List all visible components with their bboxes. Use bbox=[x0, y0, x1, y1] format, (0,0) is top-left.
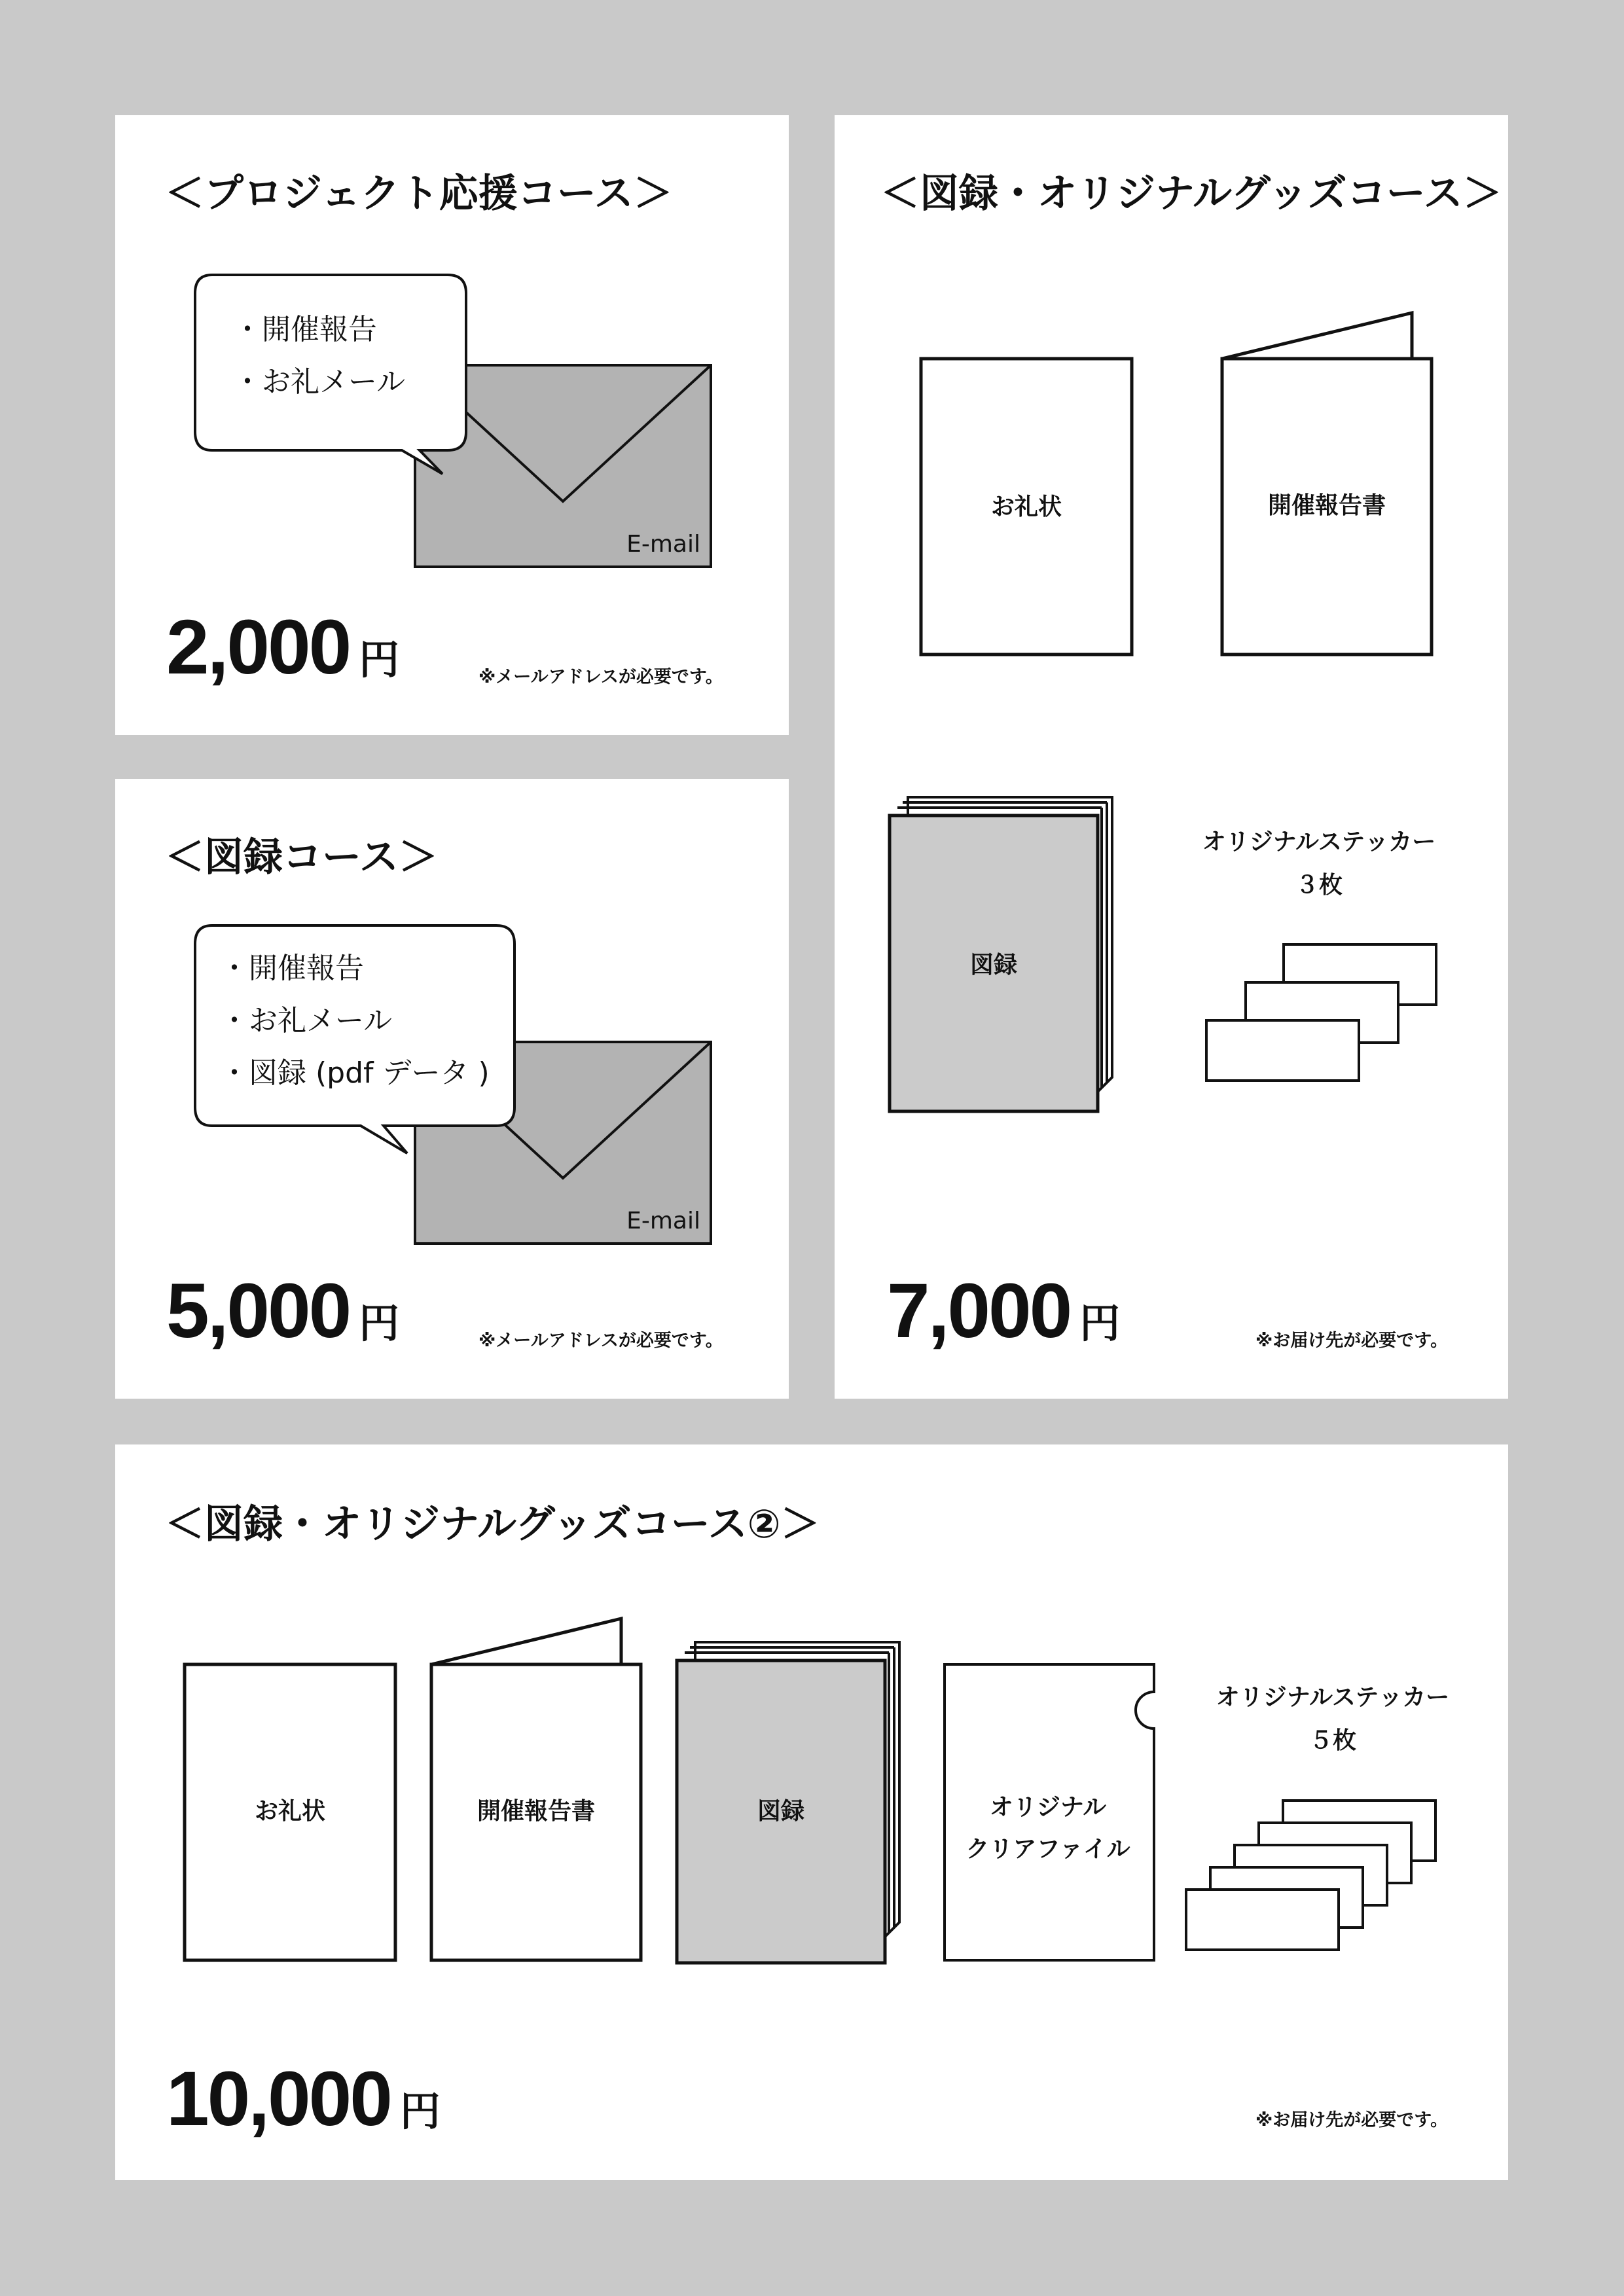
requirement-note: ※メールアドレスが必要です。 bbox=[478, 1331, 723, 1351]
sticker-stack-icon bbox=[1204, 942, 1446, 1089]
course-title: ＜プロジェクト応援コース＞ bbox=[165, 171, 673, 217]
speech-bubble bbox=[194, 274, 469, 476]
sticker-stack-icon bbox=[1186, 1797, 1435, 1980]
price bbox=[166, 1266, 399, 1355]
thank-you-letter-icon bbox=[920, 357, 1136, 658]
course-panel-catalog-goods bbox=[835, 115, 1508, 1399]
bubble-item: ・開催報告 bbox=[233, 313, 377, 346]
course-panel-catalog-goods-2 bbox=[115, 1444, 1508, 2180]
envelope-label: E-mail bbox=[626, 1208, 700, 1234]
price-unit: 円 bbox=[1079, 1299, 1121, 1347]
price-value: 5,000 bbox=[166, 1268, 350, 1354]
requirement-note: ※メールアドレスが必要です。 bbox=[478, 667, 723, 687]
catalog-book-icon bbox=[887, 796, 1123, 1117]
price-unit: 円 bbox=[359, 1299, 400, 1347]
sticker-caption bbox=[1182, 822, 1456, 907]
sticker-count: ３枚 bbox=[1295, 872, 1343, 899]
course-panel-catalog bbox=[115, 779, 789, 1399]
event-report-icon bbox=[1221, 312, 1437, 658]
item-label: オリジナル bbox=[989, 1794, 1107, 1821]
envelope-label: E-mail bbox=[626, 531, 700, 558]
event-report-icon bbox=[430, 1617, 646, 1965]
price bbox=[166, 603, 399, 692]
price bbox=[166, 2054, 441, 2144]
item-label: 開催報告書 bbox=[1267, 492, 1386, 519]
clear-file-icon bbox=[943, 1663, 1179, 1965]
sticker-label: オリジナルステッカー bbox=[1202, 829, 1436, 855]
course-title: ＜図録・オリジナルグッズコース②＞ bbox=[165, 1501, 820, 1547]
requirement-note: ※お届け先が必要です。 bbox=[1255, 1331, 1449, 1351]
price-value: 10,000 bbox=[166, 2056, 391, 2142]
course-title: ＜図録・オリジナルグッズコース＞ bbox=[880, 171, 1502, 217]
price-unit: 円 bbox=[399, 2087, 441, 2135]
requirement-note: ※お届け先が必要です。 bbox=[1255, 2110, 1449, 2130]
speech-bubble bbox=[194, 924, 521, 1166]
sticker-count: ５枚 bbox=[1308, 1727, 1357, 1754]
course-panel-project-support bbox=[115, 115, 789, 735]
bubble-item: ・お礼メール bbox=[220, 1004, 393, 1037]
price-value: 2,000 bbox=[166, 604, 350, 691]
course-title: ＜図録コース＞ bbox=[165, 834, 438, 880]
bubble-item: ・お礼メール bbox=[233, 365, 406, 399]
price-unit: 円 bbox=[359, 636, 400, 683]
item-label: 図録 bbox=[757, 1798, 805, 1825]
item-label: お礼状 bbox=[254, 1798, 326, 1825]
thank-you-letter-icon bbox=[183, 1663, 399, 1965]
price bbox=[887, 1266, 1120, 1355]
catalog-book-icon bbox=[674, 1641, 910, 1968]
bubble-item: ・開催報告 bbox=[220, 952, 364, 985]
item-label: 開催報告書 bbox=[477, 1798, 596, 1825]
item-label: クリアファイル bbox=[965, 1836, 1130, 1863]
sticker-caption bbox=[1195, 1677, 1470, 1763]
sticker-label: オリジナルステッカー bbox=[1216, 1684, 1450, 1711]
item-label: 図録 bbox=[969, 952, 1018, 978]
bubble-item: ・図録 (pdf データ ) bbox=[220, 1056, 490, 1090]
item-label: お礼状 bbox=[990, 493, 1062, 520]
price-value: 7,000 bbox=[887, 1268, 1071, 1354]
